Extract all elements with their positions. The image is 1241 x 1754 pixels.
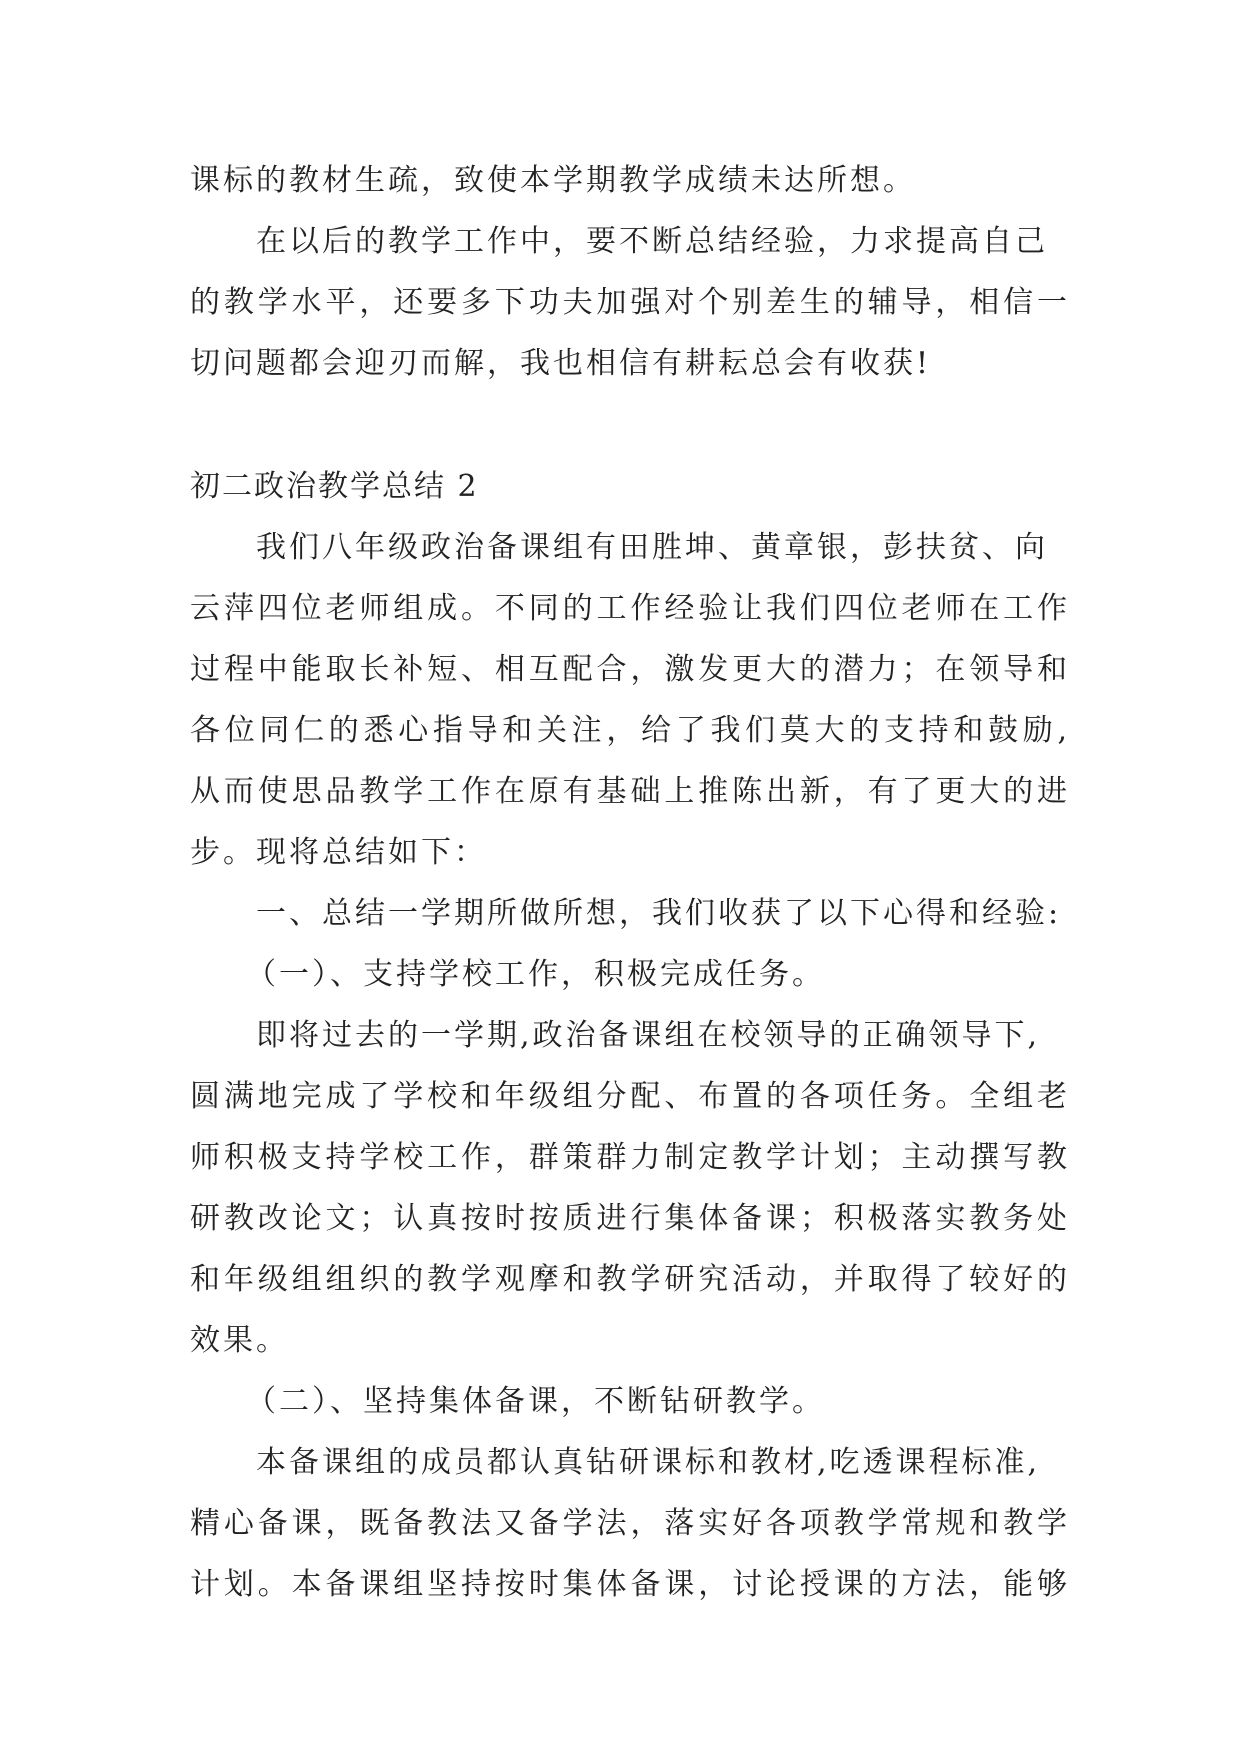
section-heading: 初二政治教学总结 2 (190, 469, 479, 504)
paragraph-line: 计划。本备课组坚持按时集体备课，讨论授课的方法，能够 (190, 1567, 1070, 1602)
paragraph-line: 切问题都会迎刃而解，我也相信有耕耘总会有收获! (190, 346, 932, 381)
paragraph-line: 在以后的教学工作中，要不断总结经验，力求提高自己 (256, 224, 1048, 259)
paragraph-line: 研教改论文；认真按时按质进行集体备课；积极落实教务处 (190, 1201, 1070, 1236)
paragraph-line: 圆满地完成了学校和年级组分配、布置的各项任务。全组老 (190, 1079, 1070, 1114)
paragraph-line: 精心备课，既备教法又备学法，落实好各项教学常规和教学 (190, 1506, 1070, 1541)
paragraph-line: 从而使思品教学工作在原有基础上推陈出新，有了更大的进 (190, 774, 1070, 809)
paragraph-line: 我们八年级政治备课组有田胜坤、黄章银，彭扶贫、向 (256, 530, 1048, 565)
paragraph-line: 过程中能取长补短、相互配合，激发更大的潜力；在领导和 (190, 652, 1070, 687)
paragraph-line: 步。现将总结如下： (190, 835, 487, 870)
subsection-heading: （二）、坚持集体备课，不断钻研教学。 (246, 1384, 825, 1419)
paragraph-line: 本备课组的成员都认真钻研课标和教材,吃透课程标准, (256, 1445, 1041, 1480)
paragraph-line: 云萍四位老师组成。不同的工作经验让我们四位老师在工作 (190, 591, 1070, 626)
paragraph-line: 的教学水平，还要多下功夫加强对个别差生的辅导，相信一 (190, 285, 1070, 320)
paragraph-line: 各位同仁的悉心指导和关注，给了我们莫大的支持和鼓励, (190, 713, 1070, 748)
point-heading: 一、总结一学期所做所想，我们收获了以下心得和经验: (256, 896, 1062, 931)
paragraph-line: 师积极支持学校工作，群策群力制定教学计划；主动撰写教 (190, 1140, 1070, 1175)
paragraph-line: 课标的教材生疏，致使本学期教学成绩未达所想。 (190, 163, 916, 198)
paragraph-line: 效果。 (190, 1323, 289, 1358)
subsection-heading: （一）、支持学校工作，积极完成任务。 (246, 957, 825, 992)
paragraph-line: 和年级组组织的教学观摩和教学研究活动，并取得了较好的 (190, 1262, 1070, 1297)
document-body (190, 150, 1070, 1615)
paragraph-line: 即将过去的一学期,政治备课组在校领导的正确领导下, (256, 1018, 1041, 1053)
